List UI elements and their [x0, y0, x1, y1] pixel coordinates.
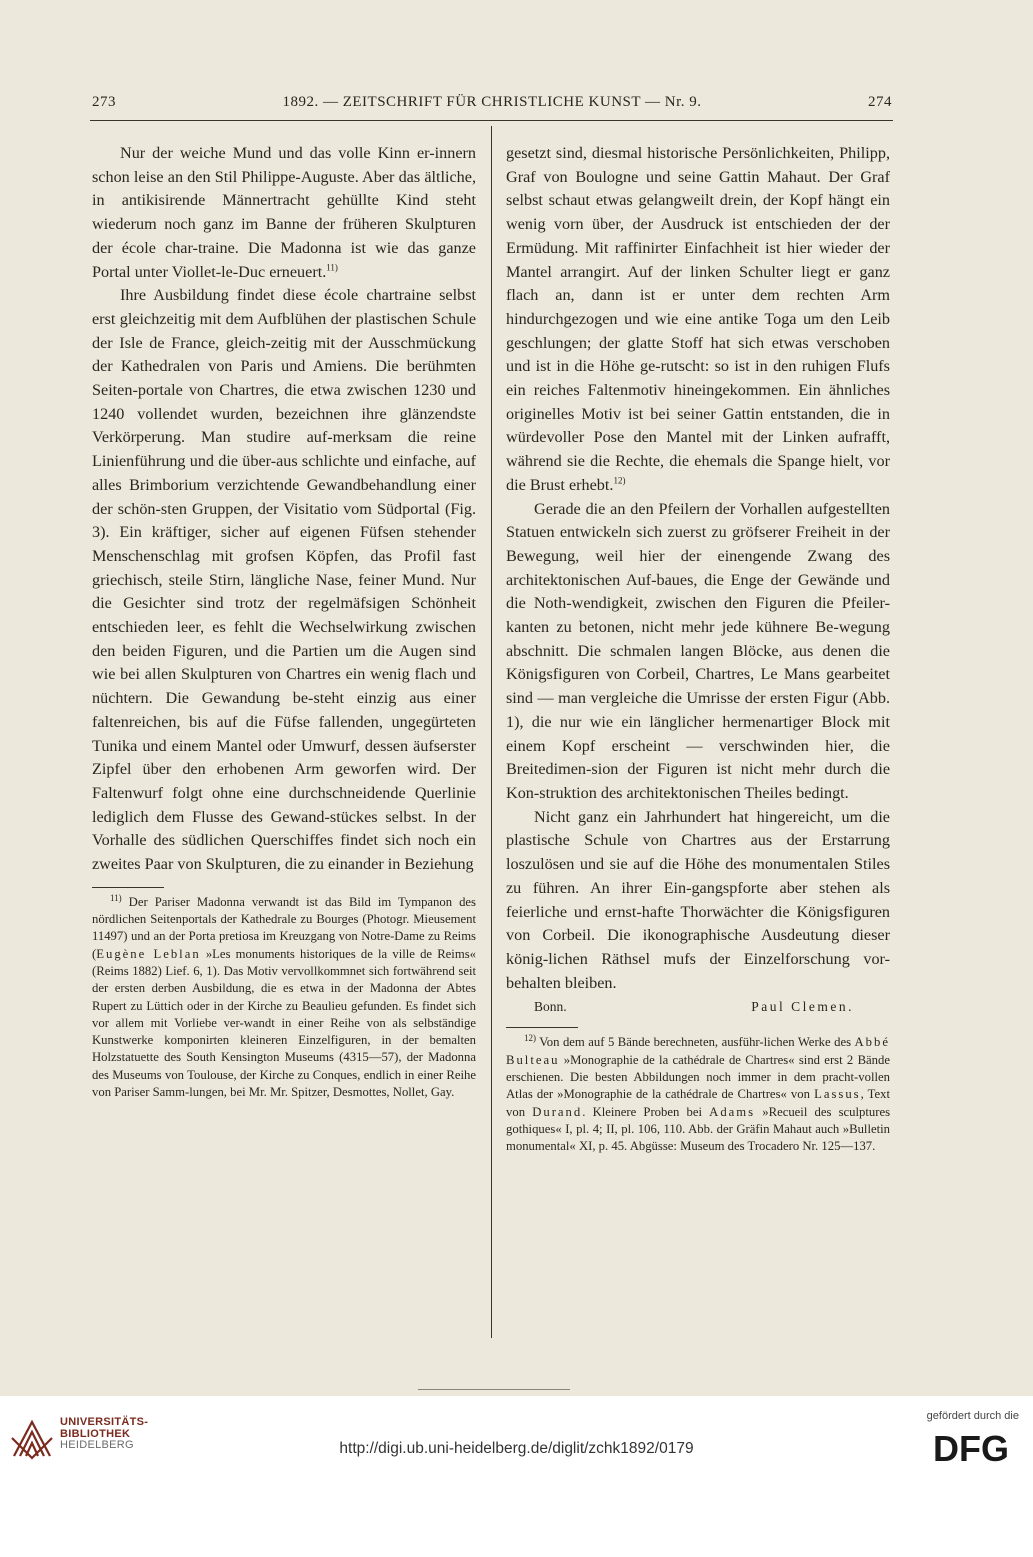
- page-number-right: 274: [868, 94, 892, 110]
- library-name: UNIVERSITÄTS- BIBLIOTHEK HEIDELBERG: [60, 1416, 149, 1451]
- paragraph: gesetzt sind, diesmal historische Persönlichkeiten, Philipp, Graf von Boulogne und seine Gattin Mahaut. Der Graf selbst schaut etwas gelangweilt drein, der Kopf hängt ein wenig vorn über, der Ausdruck ist entschieden der der Ermüdung. Mit raffinirter Einfachheit ist hier wieder der Mantel arrangirt. Auf der linken Schulter liegt er ganz flach an, dann ist er unter dem rechten Arm hindurchgezogen und wie eine antike Toga um den Leib geschlungen; der glatte Stoff hat sich etwas verschoben und ist in die Höhe ge-rutscht: so ist in den ruhigen Flufs ein reiches Faltenmotiv hineingekommen. Ein ähnliches originelles Motiv ist bei seiner Gattin entstanden, die in würdevoller Pose den Mantel mit der Linken aufrafft, während sie die Rechte, die ehemals die Spange hielt, vor die Brust erhebt.$^{12)}$: [506, 144, 890, 494]
- paragraph: Nicht ganz ein Jahrhundert hat hingereicht, um die plastische Schule von Chartres aus der Erstarrung loszulösen und sie auf die Höhe des monumentalen Stiles zu führen. An ihrer Ein-gangspforte aber stehen als feierliche und ernst-hafte Thorwächter die Königsfiguren von Corbeil. Die ikonographische Ausdeutung dieser könig-lichen Räthsel mufs der Einzelforschung vor-behalten bleiben.: [506, 807, 890, 992]
- dfg-logo-icon: [921, 1430, 1021, 1466]
- svg-text:DFG: DFG: [933, 1430, 1009, 1466]
- left-column: [92, 142, 476, 1101]
- paragraph: Gerade die an den Pfeilern der Vorhallen aufgestellten Statuen entwickeln sich zuerst zu gröfserer Freiheit in der Bewegung, weil hier der einengende Zwang des architektonischen Auf-baues, die Enge der Gewände und die Noth-wendigkeit, zwischen den Figuren die Pfeiler-kanten zu betonen, nicht mehr jede kühnere Be-wegung abschnitt. Die schmalen langen Blöcke, aus denen die Königsfiguren von Corbeil, Chartres, Le Mans gearbeitet sind — man vergleiche die Umrisse der ersten Figur (Abb. 1), die nur wie ein länglicher hermenartiger Block mit einem Kopf erscheint — verschwinden hier, die Breitedimen-sion der Figuren ist nicht mehr durch die Kon-struktion des architektonischen Theiles bedingt.: [506, 499, 890, 802]
- signature-place: Bonn.: [534, 999, 567, 1015]
- footnote-ref[interactable]: 11): [326, 262, 338, 273]
- column-divider: [491, 126, 492, 1338]
- footnote-rule: [92, 887, 164, 888]
- page-end-rule: [418, 1389, 570, 1390]
- paragraph: Ihre Ausbildung findet diese école chartraine selbst erst gleichzeitig mit dem Aufblühen der plastischen Schule der Isle de France, gleich-zeitig mit der Ausschmückung der Kathedralen von Paris und Amiens. Die berühmten Seiten-portale von Chartres, die etwa zwischen 1230 und 1240 vollendet wurden, bezeichnen ihre glänzendste Verkörperung. Man studire auf-merksam die reine Linienführung und die über-aus schlichte und einfache, auf alles Brimborium verzichtende Gewandbehandlung einer der schön-sten Gruppen, der Visitatio vom Südportal (Fig. 3). Ein kräftiger, sicher auf eigenen Füfsen stehender Menschenschlag mit grofsen Köpfen, das Profil fast griechisch, steile Stirn, längliche Nase, feiner Mund. Nur die Gesichter sind trotz der regelmäfsigen Schönheit entschieden leer, es fehlt die Wechselwirkung zwischen den beiden Figuren, und die Partien um die Augen sind wie bei allen Skulpturen von Chartres ein wenig flach und nüchtern. Die Gewandung be-steht einzig aus einer faltenreichen, bis auf die Füfse fallenden, ungegürteten Tunika und einem Mantel oder Umwurf, dessen äufserster Zipfel über den erhobenen Arm geworfen wird. Der Faltenwurf folgt ohne eine durchschneidende Querlinie lediglich dem Flusse des Gewand-stückes selbst. In der Vorhalle des südlichen Querschiffes findet sich noch ein zweites Paar von Skulpturen, die zu einander in Beziehung: [92, 286, 476, 874]
- right-column: [506, 142, 890, 1155]
- permalink[interactable]: http://digi.ub.uni-heidelberg.de/diglit/zchk1892/0179: [339, 1440, 694, 1457]
- footnote-rule: [506, 1027, 578, 1028]
- paragraph: Nur der weiche Mund und das volle Kinn er-innern schon leise an den Stil Philippe-Auguste. Aber das ältliche, in antikisirende Männertracht gehüllte Kind steht wiederum noch ganz im Banne der früheren Skulpturen der école char-traine. Die Madonna ist wie das ganze Portal unter Viollet-le-Duc erneuert.$^{11)}$: [92, 144, 476, 281]
- page-number-left: 273: [92, 94, 116, 110]
- footer: [0, 1396, 1033, 1557]
- footnote: $^{11)}$ Der Pariser Madonna verwandt ist das Bild im Tympanon des nördlichen Seitenportals der Kathedrale zu Bourges (Photogr. Mieusement 11497) und an der Porta pretiosa im Kreuzgang von Notre-Dame zu Reims (Eugène Leblan »Les monuments historiques de la ville de Reims« (Reims 1882) Lief. 6, 1). Das Motiv vervollkommnet sich fortwährend seit der ersten derben Ausbildung, die es etwa in der Madonna der Abtes Rupert zu Lüttich oder in der Kirche zu Beaulieu gefunden. Es findet sich vor allem mit Vorliebe ver-wandt in einer Reihe von als selbständige Kunstwerke komponirten kleineren Einzelfiguren, in der bemalten Holzstatuette des South Kensington Museums (4315—57), der Madonna des Museums von Toulouse, der Kirche zu Conques, endlich in einer Reihe von Pariser Samm-lungen, bei Mr. Mr. Spitzer, Desmottes, Nollet, Gay.: [92, 892, 476, 1100]
- funding-note: gefördert durch die: [926, 1410, 1019, 1422]
- footnote: $^{12)}$ Von dem auf 5 Bände berechneten, ausführ-lichen Werke des Abbé Bulteau »Monographie de la cathédrale de Chartres« sind erst 2 Bände erschienen. Die besten Abbildungen noch immer in dem pracht-vollen Atlas der »Monographie de la cathédrale de Chartres« von Lassus, Text von Durand. Kleinere Proben bei Adams »Recueil des sculptures gothiques« I, pl. 4; II, pl. 106, 110. Abb. der Gräfin Mahaut auch »Bulletin monumental« XI, p. 45. Abgüsse: Museum des Trocadero Nr. 125—137.: [506, 1033, 891, 1154]
- header-rule: [90, 120, 893, 121]
- signature-author: Paul Clemen.: [751, 999, 854, 1015]
- footnote-ref[interactable]: 12): [613, 475, 626, 486]
- signature: [506, 997, 890, 1017]
- journal-title: 1892. — ZEITSCHRIFT FÜR CHRISTLICHE KUNST — Nr. 9.: [282, 94, 702, 110]
- page-header: [92, 94, 892, 116]
